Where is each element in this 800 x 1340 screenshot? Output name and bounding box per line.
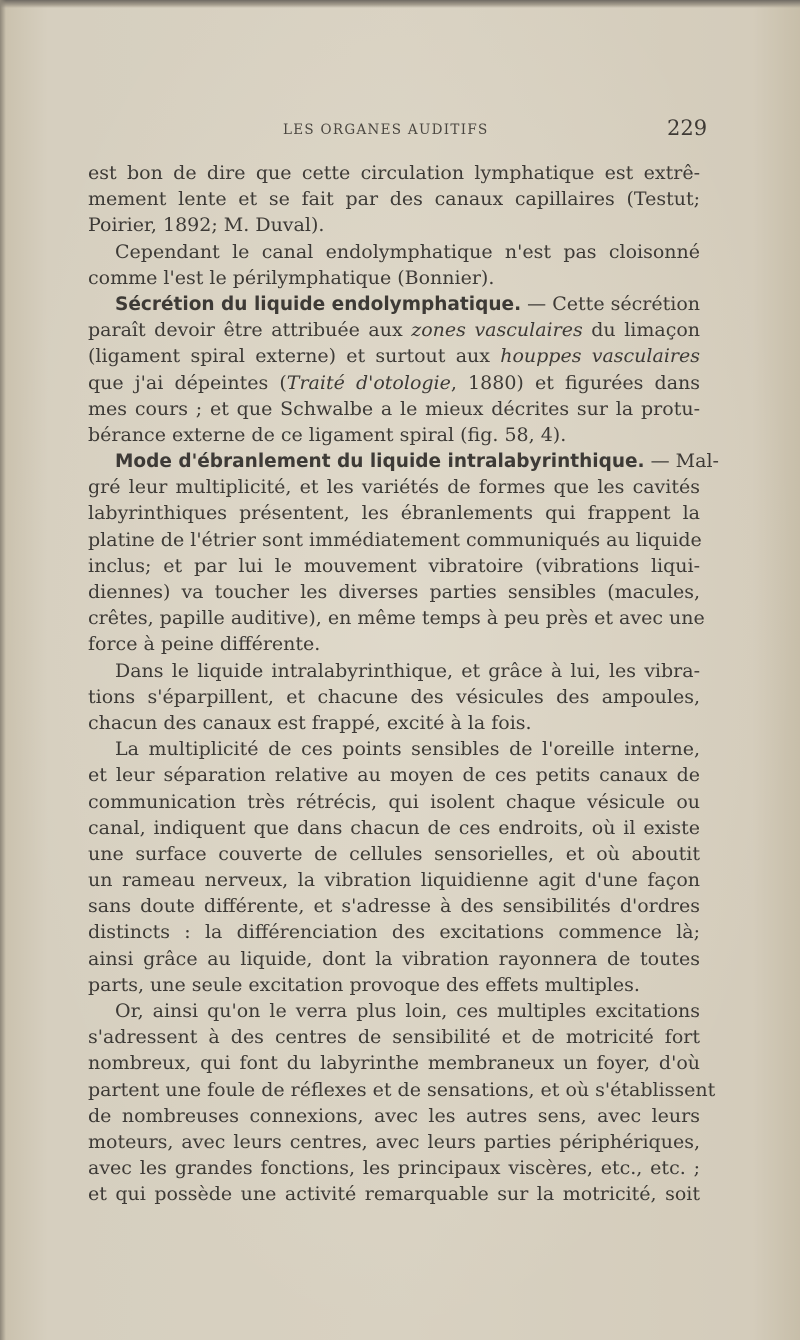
paragraph-start: Or, ainsi qu'on le verra plus loin, ces multiples excitations: [115, 1000, 700, 1022]
text-run: (ligament spiral externe) et surtout aux: [88, 345, 501, 368]
text-line: est bon de dire que cette circulation lymphatique est extrê-: [88, 162, 700, 184]
italic-term: houppes vasculaires: [500, 345, 700, 368]
text-line: un rameau nerveux, la vibration liquidienne agit d'une façon: [88, 869, 700, 892]
running-title: LES ORGANES AUDITIFS: [283, 122, 489, 138]
text-line: comme l'est le périlymphatique (Bonnier).: [88, 266, 495, 289]
text-run: , 1880) et figurées dans: [450, 371, 701, 394]
text-line: chacun des canaux est frappé, excité à la fois.: [88, 711, 532, 734]
section-heading-mode: Mode d'ébranlement du liquide intralabyrinthique.: [115, 451, 645, 473]
section-heading-line: [88, 291, 700, 317]
paragraph-start: La multiplicité de ces points sensibles de l'oreille interne,: [115, 738, 700, 761]
text-line: mes cours ; et que Schwalbe a le mieux décrites sur la protu-: [88, 397, 700, 420]
text-line: [88, 317, 700, 343]
text-line: avec les grandes fonctions, les principaux viscères, etc., etc. ;: [88, 1157, 700, 1180]
paragraph-start: Cependant le canal endolymphatique n'est pas cloisonné: [115, 240, 700, 263]
text-line: une surface couverte de cellules sensorielles, et où aboutit: [88, 842, 700, 865]
text-line: de nombreuses connexions, avec les autres sens, avec leurs: [88, 1104, 700, 1127]
section-heading-secretion: Sécrétion du liquide endolymphatique.: [115, 293, 522, 315]
text-line: ainsi grâce au liquide, dont la vibration rayonnera de toutes: [88, 947, 700, 970]
text-line: force à peine différente.: [88, 633, 321, 656]
section-heading-line: [88, 448, 719, 474]
text-line: platine de l'étrier sont immédiatement communiqués au liquide: [88, 528, 702, 551]
text-line: distincts : la différenciation des excitations commence là;: [88, 921, 700, 944]
text-run: du limaçon: [582, 319, 701, 342]
text-line: inclus; et par lui le mouvement vibratoire (vibrations liqui-: [88, 554, 700, 577]
text-line: bérance externe de ce ligament spiral (fig. 58, 4).: [88, 423, 567, 446]
text-line: gré leur multiplicité, et les variétés de formes que les cavités: [88, 476, 700, 499]
text-line: [88, 343, 700, 369]
text-run: que j'ai dépeintes (: [88, 371, 287, 394]
text-line: nombreux, qui font du labyrinthe membraneux un foyer, d'où: [88, 1052, 700, 1075]
text-line: labyrinthiques présentent, les ébranlements qui frappent la: [88, 502, 700, 525]
text-line: sans doute différente, et s'adresse à des sensibilités d'ordres: [88, 895, 700, 918]
text-run: — Cette sécrétion: [521, 292, 700, 315]
text-line: Poirier, 1892; M. Duval).: [88, 214, 325, 237]
text-line: et qui possède une activité remarquable sur la motricité, soit: [88, 1183, 700, 1206]
text-line: s'adressent à des centres de sensibilité et de motricité fort: [88, 1026, 700, 1049]
text-line: [88, 370, 700, 396]
text-line: canal, indiquent que dans chacun de ces endroits, où il existe: [88, 816, 700, 839]
text-line: moteurs, avec leurs centres, avec leurs parties périphériques,: [88, 1130, 700, 1153]
text-run: — Mal-: [644, 450, 719, 473]
page-top-edge: [0, 0, 800, 8]
page-number: 229: [667, 116, 708, 140]
text-run: paraît devoir être attribuée aux: [88, 319, 412, 342]
paragraph-start: Dans le liquide intralabyrinthique, et grâce à lui, les vibra-: [115, 659, 700, 682]
text-line: partent une foule de réflexes et de sensations, et où s'établissent: [88, 1078, 716, 1101]
italic-term: zones vasculaires: [411, 319, 583, 342]
text-line: et leur séparation relative au moyen de ces petits canaux de: [88, 764, 700, 787]
text-line: mement lente et se fait par des canaux capillaires (Testut;: [88, 188, 700, 211]
page-binding-edge: [0, 0, 6, 1340]
text-line: communication très rétrécis, qui isolent chaque vésicule ou: [88, 790, 700, 813]
text-line: diennes) va toucher les diverses parties sensibles (macules,: [88, 581, 700, 603]
text-line: tions s'éparpillent, et chacune des vésicules des ampoules,: [88, 685, 700, 708]
text-line: crêtes, papille auditive), en même temps à peu près et avec une: [88, 607, 705, 630]
text-line: parts, une seule excitation provoque des effets multiples.: [88, 973, 640, 996]
body-text: [88, 160, 719, 1208]
italic-citation: Traité d'otologie: [286, 371, 451, 394]
